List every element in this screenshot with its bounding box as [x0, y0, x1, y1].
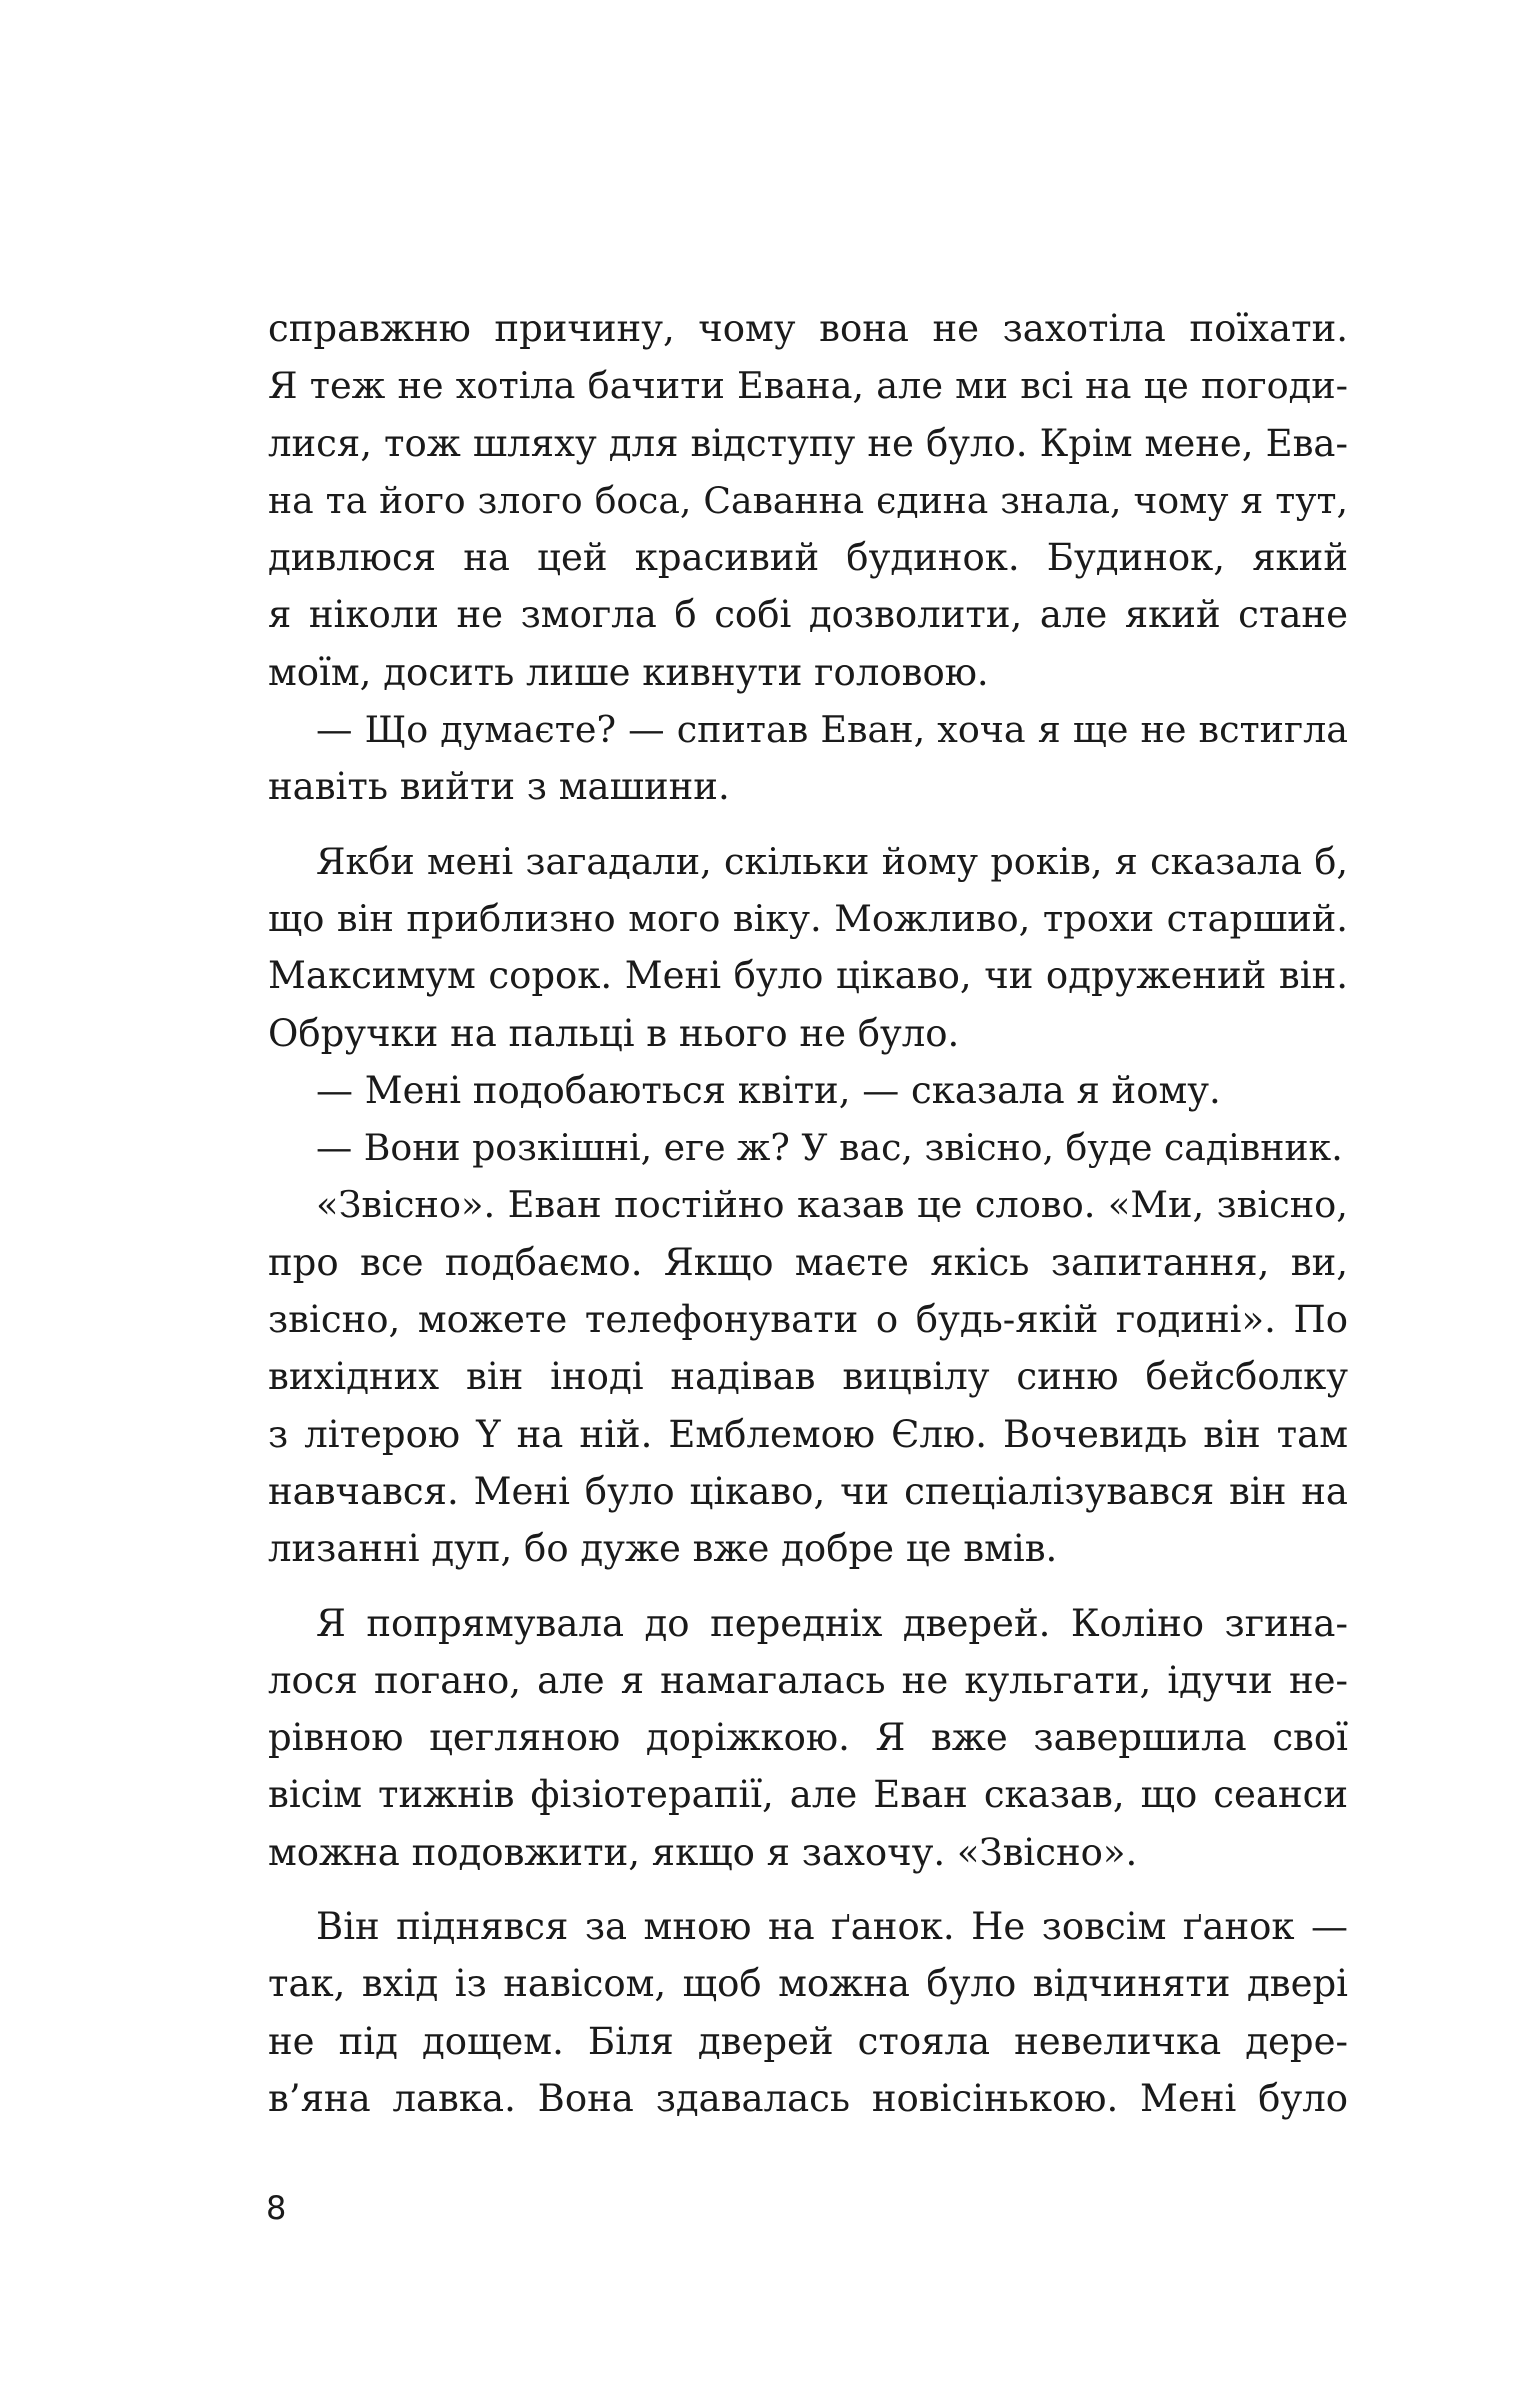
- text-line: Якби мені загадали, скільки йому років, я сказала б,: [316, 839, 1348, 883]
- text-line: на та його злого боса, Саванна єдина знала, чому я тут,: [268, 478, 1348, 522]
- text-line: вісім тижнів фізіотерапії, але Еван сказав, що сеанси: [268, 1773, 1348, 1817]
- text-line: — Вони розкішні, еге ж? У вас, звісно, буде садівник.: [316, 1126, 1343, 1170]
- text-line: навчався. Мені було цікаво, чи спеціалізувався він на: [268, 1469, 1348, 1513]
- text-line: можна подовжити, якщо я захочу. «Звісно».: [268, 1830, 1138, 1874]
- text-line: Я теж не хотіла бачити Евана, але ми всі на це погоди-: [268, 364, 1348, 408]
- text-line: Максимум сорок. Мені було цікаво, чи одружений він.: [268, 954, 1348, 998]
- text-line: з літерою Y на ній. Емблемою Єлю. Вочевидь він там: [268, 1412, 1348, 1456]
- text-line: я ніколи не змогла б собі дозволити, але який стане: [268, 593, 1348, 637]
- text-line: що він приблизно мого віку. Можливо, трохи старший.: [268, 896, 1348, 940]
- text-line: вихідних він іноді надівав вицвілу синю бейсболку: [268, 1355, 1348, 1399]
- text-line: справжню причину, чому вона не захотіла поїхати.: [268, 307, 1348, 350]
- text-line: не під дощем. Біля дверей стояла невеличка дере-: [268, 2019, 1348, 2063]
- text-line: в’яна лавка. Вона здавалась новісінькою. Мені було: [268, 2076, 1348, 2120]
- page-number: 8: [266, 2189, 287, 2227]
- text-line: «Звісно». Еван постійно казав це слово. «Ми, звісно,: [316, 1183, 1348, 1227]
- text-line: — Мені подобаються квіти, — сказала я йому.: [316, 1068, 1221, 1112]
- text-line: дивлюся на цей красивий будинок. Будинок, який: [268, 536, 1348, 580]
- text-line: лизанні дуп, бо дуже вже добре це вмів.: [268, 1527, 1058, 1571]
- text-line: лося погано, але я намагалась не кульгати, ідучи не-: [268, 1658, 1348, 1702]
- text-line: про все подбаємо. Якщо маєте якісь запитання, ви,: [268, 1240, 1348, 1284]
- text-line: Він піднявся за мною на ґанок. Не зовсім ґанок —: [316, 1905, 1348, 1949]
- text-line: моїм, досить лише кивнути головою.: [268, 650, 989, 694]
- text-line: — Що думаєте? — спитав Еван, хоча я ще не встигла: [316, 708, 1348, 752]
- body-text: [268, 300, 1348, 2127]
- text-line: звісно, можете телефонувати о будь-якій годині». По: [268, 1298, 1348, 1342]
- text-line: Я попрямувала до передніх дверей. Коліно згина-: [316, 1601, 1348, 1645]
- text-line: рівною цегляною доріжкою. Я вже завершила свої: [268, 1716, 1348, 1760]
- text-line: лися, тож шляху для відступу не було. Крім мене, Ева-: [268, 421, 1348, 465]
- text-line: так, вхід із навісом, щоб можна було відчиняти двері: [268, 1962, 1348, 2006]
- text-line: навіть вийти з машини.: [268, 765, 730, 809]
- text-line: Обручки на пальці в нього не було.: [268, 1011, 960, 1055]
